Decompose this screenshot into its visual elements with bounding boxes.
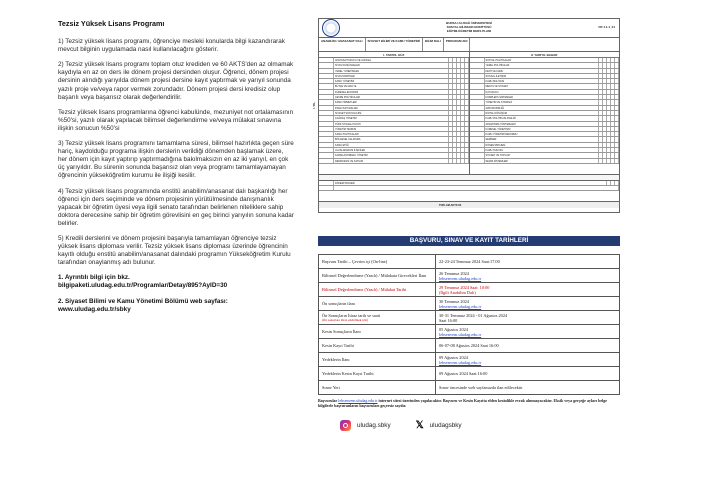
credit-cell	[465, 137, 469, 141]
course-name: MEDYA VE SİYASET	[485, 84, 600, 88]
credit-cell	[465, 100, 469, 104]
course-name: TÜRK SİYASAL HAYATI	[334, 122, 449, 126]
dates-section-title: BAŞVURU, SINAV VE KAYIT TARİHLERİ	[318, 236, 620, 246]
date-link[interactable]: lebsenvem.uludag.edu.tr	[439, 303, 482, 309]
date-sub: Saat 16:00	[439, 317, 458, 323]
date-row	[319, 325, 620, 339]
credit-cell	[615, 58, 619, 62]
year-label: I. YIL	[312, 102, 316, 110]
credit-cell	[465, 63, 469, 67]
course-name: KENT VE KAMU	[485, 69, 600, 73]
date-row	[319, 339, 620, 353]
x-icon: 𝕏	[415, 420, 424, 431]
paragraph-1: 1) Tezsiz yüksek lisans programı, öğrenciye mesleki konularda bilgi kazandırarak mevcut bilginin uygulamada nasıl kullanılacağını gösterir.	[58, 38, 285, 54]
date-label: Yedeklerin Kesin Kayıt Tarihi	[322, 371, 374, 376]
date-label-cell	[319, 283, 436, 297]
date-label: Ön sonuçların ilanı	[322, 301, 355, 306]
credit-cell	[615, 137, 619, 141]
course-code	[470, 153, 485, 157]
spring-title: II. YARIYIL BAHAR	[470, 52, 620, 58]
date-label-cell	[319, 325, 436, 339]
curriculum-meta	[319, 38, 619, 52]
credit-cell	[615, 63, 619, 67]
note-prefix: Başvurular	[318, 398, 339, 403]
credit-cell	[615, 122, 619, 126]
course-name: KAMU POLİTİKALARI	[334, 132, 449, 136]
date-row	[319, 353, 620, 367]
date-value: 06-07-08 Ağustos 2024 Saat 16:00	[439, 343, 499, 348]
course-name: KAMU POLİTİKASI ANALİZİ	[485, 116, 600, 120]
date-label: Kesin Sonuçların İlanı	[322, 329, 361, 334]
date-value: 30 Temmuz 2024	[439, 298, 469, 304]
fall-semester-table	[312, 52, 470, 174]
date-row	[319, 297, 620, 311]
course-name: İNSAN KAYNAKLARI	[334, 106, 449, 110]
credit-cell	[465, 116, 469, 120]
course-code	[319, 95, 334, 99]
credit-cell	[615, 159, 619, 163]
date-row	[319, 367, 620, 381]
credit-cell	[465, 58, 469, 62]
course-name: KAMU YÖNETİMİ	[334, 79, 449, 83]
footnote-1-title: 1. Ayrıntılı bilgi için bkz.	[58, 274, 130, 282]
course-name: YÖNETİM TEORİSİ	[334, 127, 449, 131]
course-code	[470, 100, 485, 104]
instagram-link[interactable]	[340, 420, 391, 431]
credit-cell	[465, 84, 469, 88]
date-value-cell	[436, 381, 620, 395]
meta-3: BİLİM DALI	[423, 38, 444, 51]
course-code	[470, 63, 485, 67]
date-value: 26 Temmuz 2024	[439, 270, 469, 276]
credit-cell	[465, 153, 469, 157]
course-name: SEÇİM SİSTEMLERİ	[485, 159, 600, 163]
footnote-2	[58, 298, 294, 314]
course-code	[470, 58, 485, 62]
thesis-label: DÖNEM PROJESİ	[334, 181, 607, 185]
course-code	[470, 122, 485, 126]
credit-cell	[615, 143, 619, 147]
course-code	[319, 79, 334, 83]
credit-cell	[465, 79, 469, 83]
course-row	[319, 159, 469, 164]
course-name: DİJİTAL DÖNÜŞÜM	[485, 111, 600, 115]
course-name: ÇAĞDAŞ YÖNETİM	[334, 116, 449, 120]
date-row	[319, 255, 620, 269]
instagram-handle: uludag.sbky	[357, 422, 391, 429]
date-label: Bilimsel Değerlendirme (Yazılı) / Mülakata Girecekleri İlanı	[322, 273, 427, 278]
course-code	[470, 69, 485, 73]
course-name: SİYASİ DÜŞÜNCELER	[334, 63, 449, 67]
date-link[interactable]: lebsenvem.uludag.edu.tr	[439, 275, 482, 281]
course-code	[319, 69, 334, 73]
course-code	[319, 127, 334, 131]
course-name: ÇEVRE POLİTİKALARI	[334, 95, 449, 99]
date-value: Sınav öncesinde web sayfamızda ilan edilecektir	[439, 385, 523, 390]
credit-cell	[615, 116, 619, 120]
paragraph-3: 3) Tezsiz yüksek lisans programını tamamlama süresi, bilimsel hazırlıkta geçen süre hariç, kaydolduğu programa ilişkin derslerin verildiği dönemden başlamak üzere, her dönem için kayıt yaptırıp yaptırmadığına bakılmaksızın en az iki yarıyıl, en çok üç yarıyıldır. Bu sürenin sonunda başarısız olan veya programı tamamlayamayan öğrencinin yükseköğretim kurumu ile ilişiği kesilir.	[58, 140, 294, 180]
date-label-cell	[319, 339, 436, 353]
course-name: KARŞILAŞTIRMALI YÖNETİM	[334, 153, 449, 157]
credit-cell	[465, 95, 469, 99]
credit-cell	[465, 122, 469, 126]
date-value-cell	[436, 325, 620, 339]
date-value-cell	[436, 283, 620, 297]
course-code	[470, 84, 485, 88]
course-name: KAMU HUKUKU	[485, 148, 600, 152]
date-label-cell	[319, 367, 436, 381]
date-label: Bilimsel Değerlendirme (Yazılı) / Mülakat Tarihi	[322, 287, 407, 292]
course-tables	[312, 52, 619, 174]
date-label-cell	[319, 311, 436, 325]
date-value-cell	[436, 353, 620, 367]
course-code	[319, 137, 334, 141]
paragraph-4: 4) Tezsiz yüksek lisans programında enstitü anabilim/anasanat dalı başkanlığı her öğrenci için ders seçiminde ve dönem projesinin yürütülmesinde danışmanlık yapacak bir öğretim üyesi veya ilgili senato tarafından belirlenen niteliklere sahip doktora derecesine sahip bir öğretim görevlisini en geç birinci yarıyılın sonuna kadar belirler.	[58, 187, 294, 227]
left-column	[58, 20, 294, 321]
course-code	[319, 111, 334, 115]
x-link[interactable]	[416, 420, 462, 431]
course-name: KAMU ETİĞİ	[334, 143, 449, 147]
credit-cell	[615, 95, 619, 99]
credit-cell	[615, 74, 619, 78]
paragraph-admission: Tezsiz yüksek lisans programlarına öğrenci kabulünde, mezuniyet not ortalamasının %50'si, yazılı olarak yapılacak bilimsel değerlendirme ve/veya mülakat sınavına ilişkin sonucun %50'si	[58, 108, 294, 132]
thesis-section	[319, 181, 619, 201]
date-row	[319, 283, 620, 297]
credit-cell	[465, 132, 469, 136]
course-code	[319, 132, 334, 136]
date-link[interactable]: lebsenvem.uludag.edu.tr	[439, 331, 482, 337]
date-value-cell	[436, 367, 620, 381]
date-value-cell	[436, 297, 620, 311]
meta-4: PROGRAM ADI	[444, 38, 471, 51]
spring-semester-table	[470, 52, 620, 174]
date-value: 29 Temmuz 2024 Saat: 10:00	[439, 284, 490, 290]
course-name: KÜRESEL YÖNETİŞİM	[485, 127, 600, 131]
course-name: SİYASET VE TOPLUM	[485, 153, 600, 157]
course-code	[470, 132, 485, 136]
subtotal-bar	[319, 174, 619, 181]
footnote-1	[58, 274, 294, 290]
course-code	[319, 122, 334, 126]
course-code	[470, 90, 485, 94]
date-value-cell	[436, 269, 620, 283]
date-value: 22-23-24 Temmuz 2024 Saat:17.00	[439, 259, 500, 264]
date-link[interactable]: lebsenvem.uludag.edu.tr	[439, 359, 482, 365]
credit-cell	[615, 132, 619, 136]
credit-cell	[615, 148, 619, 152]
course-code	[319, 106, 334, 110]
fall-title: I. YARIYIL GÜZ	[319, 52, 469, 58]
footnote-1-link[interactable]: bilgipaketi.uludag.edu.tr/Programlar/Detay/895?AyID=30	[58, 282, 228, 290]
doc-number: FR 1.1.1_01	[598, 25, 615, 29]
date-label: Kesin Kayıt Tarihi	[322, 343, 354, 348]
total-bar: TOPLAM AKTS 60	[319, 201, 619, 208]
course-name: YÖNETİM VE STRATEJİ	[485, 100, 600, 104]
credit-cell	[615, 127, 619, 131]
note-rest: internet sitesi üzerinden yapılacaktır. Başvuru ve Kesin Kayıtta elden kesinlikle evrak alınmayacaktır. Eksik veya gerçeğe aykırı belge bilgilerle başvuranların başvuruları geçersiz sayılır.	[318, 398, 608, 408]
course-code	[470, 148, 485, 152]
date-label: Başvuru Tarihi – Çevrim içi (On-line)	[322, 259, 388, 264]
date-label: Yedeklerin İlanı	[322, 357, 350, 362]
course-name: SOSYAL POLİTİKALAR	[485, 58, 600, 62]
course-name: SEMİNER	[485, 137, 600, 141]
course-code	[470, 74, 485, 78]
program-title: Tezsiz Yüksek Lisans Programı	[58, 19, 165, 28]
course-code	[470, 106, 485, 110]
course-name: DÖNEM PROJESİ	[485, 143, 600, 147]
date-label-note: (Ön sonuçlara itiraz edebilmek için)	[322, 318, 369, 322]
header-line-1: BURSA ULUDAĞ ÜNİVERSİTESİ	[446, 21, 492, 25]
course-code	[319, 153, 334, 157]
course-name: ULUSLARARASI İLİŞKİLER	[334, 148, 449, 152]
dates-table	[318, 254, 620, 395]
date-label-cell	[319, 255, 436, 269]
course-code	[470, 79, 485, 83]
credit-cell	[615, 111, 619, 115]
course-name: SİYASİ PARTİLER	[334, 74, 449, 78]
credit-cell	[465, 159, 469, 163]
credit-cell	[465, 90, 469, 94]
course-code	[319, 159, 334, 163]
course-code	[319, 100, 334, 104]
credit-cell	[615, 153, 619, 157]
course-name: KÜRESEL EKONOMİ	[334, 90, 449, 94]
course-name: SİYASET SOSYOLOJİSİ	[334, 111, 449, 115]
date-value-cell	[436, 311, 620, 325]
footnote-2-title: 2. Siyaset Bilimi ve Kamu Yönetimi Bölümü web sayfası:	[58, 297, 228, 305]
date-label: Ön Sonuçların İtiraz tarih ve saati	[322, 313, 381, 318]
note-link[interactable]: lebsenvem.uludag.edu.tr	[338, 398, 378, 403]
course-name: SİYASAL İLETİŞİM	[485, 74, 600, 78]
course-code	[319, 90, 334, 94]
date-value: 05 Ağustos 2024	[439, 326, 468, 332]
date-sub: (İlgili Anabilim Dalı)	[439, 289, 476, 295]
credit-cell	[465, 148, 469, 152]
course-code	[470, 159, 485, 163]
credit-cell	[615, 106, 619, 110]
thesis-row-empty	[319, 186, 619, 191]
date-label-cell	[319, 297, 436, 311]
course-name: BÖLGESEL KALKINMA	[334, 137, 449, 141]
credit-cell	[465, 127, 469, 131]
date-value-cell	[436, 255, 620, 269]
credit-cell	[615, 100, 619, 104]
date-row	[319, 269, 620, 283]
course-code	[470, 137, 485, 141]
course-row	[470, 159, 620, 164]
course-name: YEREL POLİTİKALAR	[485, 63, 600, 67]
application-note	[318, 398, 620, 408]
course-name: KOMPLEKS SİSTEMLER	[485, 95, 600, 99]
course-code	[319, 63, 334, 67]
course-code	[470, 127, 485, 131]
footnote-2-link[interactable]: www.uludag.edu.tr/sbky	[58, 305, 131, 313]
course-name: YEREL YÖNETİMLER	[334, 69, 449, 73]
course-code	[470, 143, 485, 147]
credit-cell	[465, 69, 469, 73]
paragraph-5: 5) Kredili derslerini ve dönem projesini başarıyla tamamlayan öğrenciye tezsiz yüksek lisans diploması verilir. Tezsiz yüksek lisans diploması üzerinde öğrencinin kayıtlı olduğu enstitü anabilim/anasanat dalındaki programın Yükseköğretim Kurulu tarafından onaylanmış adı bulunur.	[58, 234, 291, 267]
course-code	[470, 111, 485, 115]
university-seal-icon	[322, 19, 340, 37]
course-name: DEMOKRASİ VE KATILIM	[334, 159, 449, 163]
curriculum-table	[312, 18, 620, 213]
credit-cell	[615, 69, 619, 73]
course-name: ANAYASA HUKUKU VE GÜNCEL	[334, 58, 449, 62]
course-name: BÜTÇE VE MALİYE	[334, 84, 449, 88]
date-row	[319, 311, 620, 325]
meta-2: SİYASET BİLİMİ VE KAMU YÖNETİMİ	[366, 38, 423, 51]
course-name: KAMU YÖNETİMİ REFORMU	[485, 132, 600, 136]
course-code	[319, 84, 334, 88]
course-name: İŞ HUKUKU	[485, 90, 600, 94]
date-value-cell	[436, 339, 620, 353]
course-code	[319, 74, 334, 78]
credit-cell	[465, 106, 469, 110]
date-label-cell	[319, 269, 436, 283]
date-label-cell	[319, 381, 436, 395]
date-label-cell	[319, 353, 436, 367]
paragraph-2: 2) Tezsiz yüksek lisans programı toplam otuz krediden ve 60 AKTS'den az olmamak kaydıyla en az on ders ile dönem projesi dersinden oluşur. Öğrenci, dönem projesi dersinin alındığı yarıyılda dönem projesi dersine kayıt yaptırmak ve yarıyıl sonunda yazılı proje ve/veya rapor vermek zorundadır. Dönem projesi dersi kredisiz olup başarılı veya başarısız olarak değerlendirilir.	[58, 61, 294, 101]
course-code	[470, 116, 485, 120]
course-name: KAMU HİZMETLERİ	[334, 100, 449, 104]
credit-cell	[465, 143, 469, 147]
date-value: 09 Ağustos 2024 Saat:16:00	[439, 371, 488, 376]
right-column	[312, 18, 620, 431]
x-handle: uludagsbky	[429, 422, 462, 429]
date-label: Sınav Yeri	[322, 385, 340, 390]
social-links	[340, 420, 620, 431]
credit-cell	[615, 84, 619, 88]
course-code	[319, 116, 334, 120]
course-name: AVRUPA BİRLİĞİ	[485, 106, 600, 110]
course-code	[470, 95, 485, 99]
credit-cell	[465, 74, 469, 78]
credit-cell	[615, 79, 619, 83]
meta-1: ANABİLİM / ANASANAT DALI	[319, 38, 366, 51]
credit-cell	[465, 111, 469, 115]
course-code	[319, 143, 334, 147]
date-row	[319, 381, 620, 395]
curriculum-header	[319, 19, 619, 38]
date-value: 09 Ağustos 2024	[439, 354, 468, 360]
header-line-3: EĞİTİM-ÖĞRETİM DERS PLANI	[446, 29, 492, 33]
header-line-2: SOSYAL BİLİMLER ENSTİTÜSÜ	[446, 25, 492, 29]
course-name: ARAŞTIRMA YÖNTEMLERİ	[485, 122, 600, 126]
instagram-icon	[340, 420, 351, 431]
course-code	[319, 58, 334, 62]
credit-cell	[615, 90, 619, 94]
course-name: KAMU MALİYESİ	[485, 79, 600, 83]
course-code	[319, 148, 334, 152]
date-value: 30-31 Temmuz 2024 - 01 Ağustos 2024	[439, 312, 508, 318]
